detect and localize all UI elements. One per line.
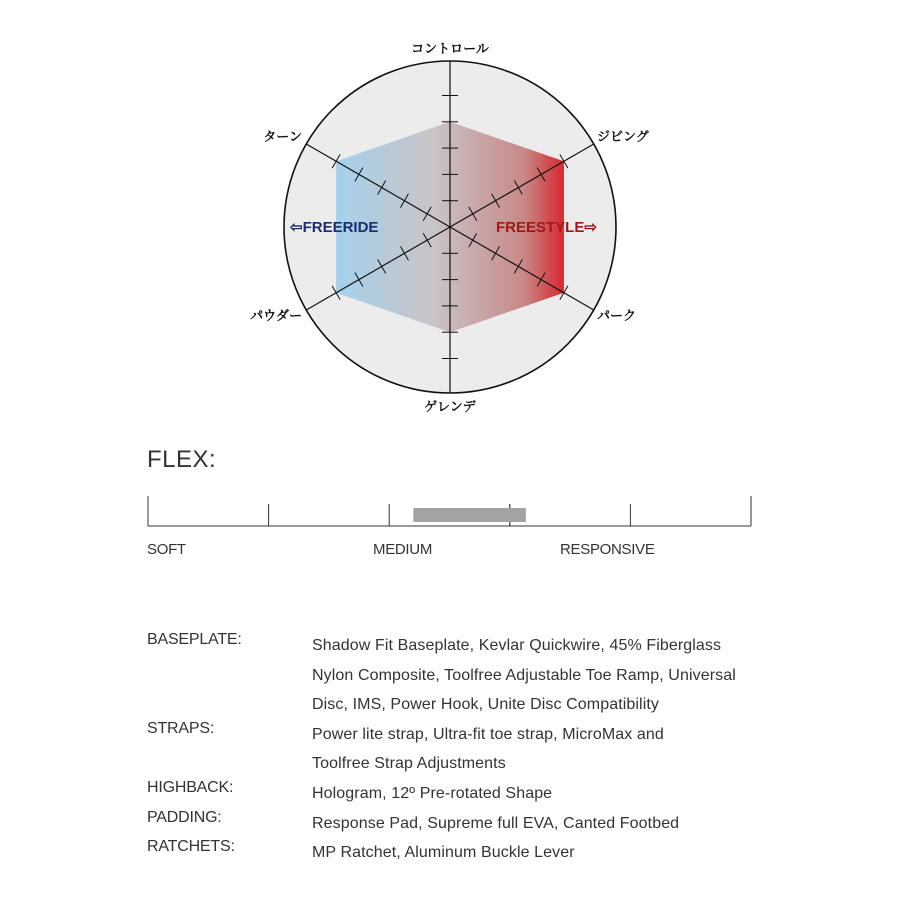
spec-value-line: Nylon Composite, Toolfree Adjustable Toe Ramp, Universal: [312, 666, 736, 684]
spec-value-line: Toolfree Strap Adjustments: [312, 755, 506, 773]
freestyle-label: FREESTYLE⇨: [496, 219, 597, 236]
flex-label-soft: SOFT: [147, 541, 186, 558]
spec-value-line: Disc, IMS, Power Hook, Unite Disc Compatibility: [312, 696, 660, 714]
spec-label: HIGHBACK:: [147, 779, 234, 796]
spec-value: [312, 838, 762, 868]
radar-axis-label: ターン: [263, 130, 302, 145]
spec-value: [312, 779, 762, 809]
flex-title: FLEX:: [147, 446, 217, 473]
spec-value-line: MP Ratchet, Aluminum Buckle Lever: [312, 844, 575, 862]
radar-axis-label: パーク: [597, 309, 637, 324]
radar-axis-label: パウダー: [250, 309, 302, 324]
spec-label: PADDING:: [147, 808, 222, 826]
radar-axis-label: ジビング: [597, 130, 649, 145]
flex-label-responsive: RESPONSIVE: [560, 541, 655, 558]
radar-chart: [0, 0, 900, 430]
spec-value: [312, 720, 762, 779]
flex-scale: [0, 480, 900, 540]
spec-label: BASEPLATE:: [147, 631, 242, 648]
spec-value-line: Response Pad, Supreme full EVA, Canted Footbed: [312, 814, 680, 832]
radar-axis-label: ゲレンデ: [424, 400, 476, 415]
flex-range-bar: [413, 508, 526, 522]
spec-label: RATCHETS:: [147, 838, 235, 856]
spec-label: STRAPS:: [147, 719, 215, 737]
spec-value-line: Power lite strap, Ultra-fit toe strap, MicroMax and: [312, 725, 664, 743]
radar-axis-label: コントロール: [411, 42, 489, 57]
spec-value: [312, 631, 762, 720]
flex-label-medium: MEDIUM: [373, 541, 433, 558]
spec-value: [312, 809, 762, 839]
spec-value-line: Shadow Fit Baseplate, Kevlar Quickwire, 45% Fiberglass: [312, 637, 722, 654]
spec-value-line: Hologram, 12º Pre-rotated Shape: [312, 785, 553, 802]
freeride-label: ⇦FREERIDE: [290, 219, 379, 236]
